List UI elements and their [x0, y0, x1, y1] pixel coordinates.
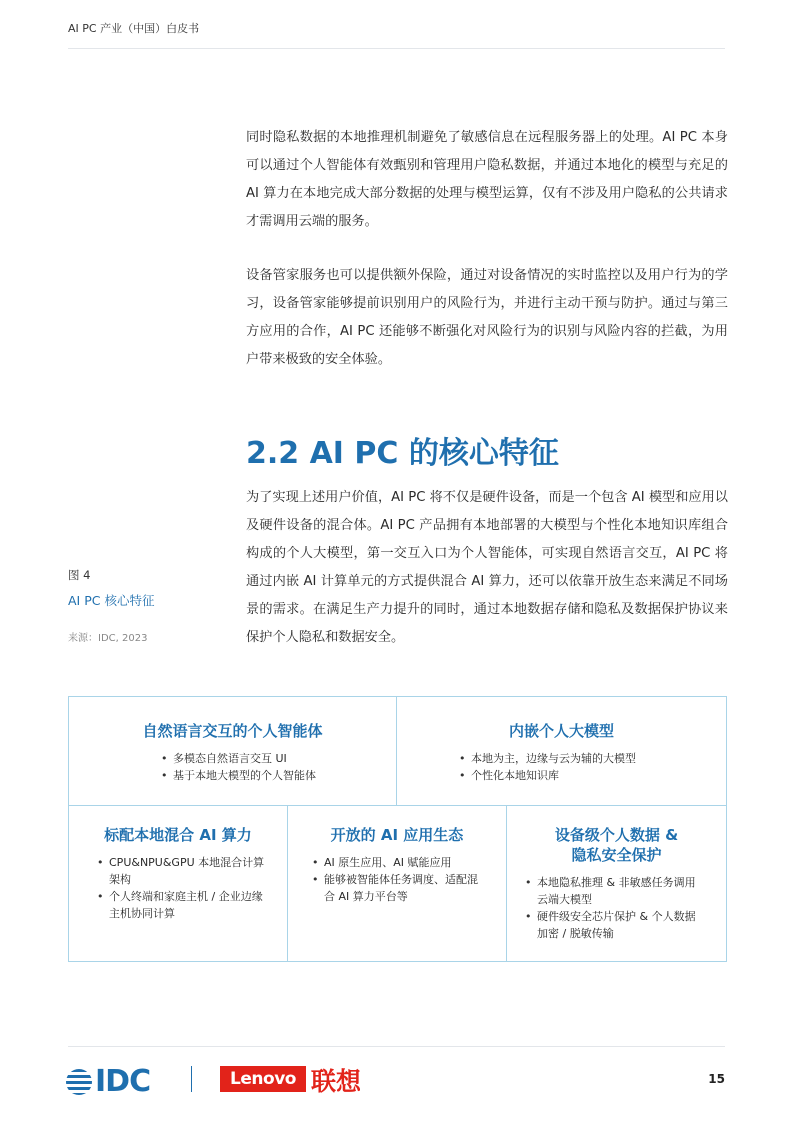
idc-logo: [66, 1064, 150, 1099]
figure-title: AI PC 核心特征: [68, 593, 155, 608]
feature-item: • 基于本地大模型的个人智能体: [159, 767, 396, 784]
feature-title-line-2: 隐私安全保护: [571, 846, 662, 864]
feature-list: [310, 854, 484, 905]
body-paragraph-3: 为了实现上述用户价值，AI PC 将不仅是硬件设备，而是一个包含 AI 模型和应用以及硬件设备的混合体。AI PC 产品拥有本地部署的大模型与个性化本地知识库组合构成的个人大模型，第一交互入口为个人智能体，可实现自然语言交互，AI PC 将通过内嵌 AI 计算单元的方式提供混合 AI 算力，还可以依靠开放生态来满足不同场景的需求。在满足生产力提升的同时，通过本地数据存储和隐私及数据保护协议来保护个人隐私和数据安全。: [246, 490, 728, 645]
feature-item: • 能够被智能体任务调度、适配混合 AI 算力平台等: [310, 871, 484, 905]
page-number: 15: [708, 1072, 725, 1086]
figure-label: 图 4: [68, 568, 91, 582]
feature-cell-privacy-protection: [507, 806, 726, 961]
feature-list: [523, 874, 704, 942]
feature-title: 自然语言交互的个人智能体: [142, 722, 323, 740]
feature-item: • 个人终端和家庭主机 / 企业边缘主机协同计算: [95, 888, 265, 922]
section-title: 2.2 AI PC 的核心特征: [246, 436, 559, 471]
footer-divider: [68, 1046, 725, 1047]
feature-item: • 本地隐私推理 & 非敏感任务调用云端大模型: [523, 874, 704, 908]
body-paragraph-1: 同时隐私数据的本地推理机制避免了敏感信息在远程服务器上的处理。AI PC 本身可以通过个人智能体有效甄别和管理用户隐私数据，并通过本地化的模型与充足的 AI 算力在本地完成大部分数据的处理与模型运算，仅有不涉及用户隐私的公共请求才需调用云端的服务。: [246, 130, 728, 229]
feature-item: • 个性化本地知识库: [457, 767, 726, 784]
feature-list: [457, 750, 726, 784]
feature-title: 标配本地混合 AI 算力: [104, 826, 252, 844]
header-title: AI PC 产业（中国）白皮书: [68, 22, 200, 35]
header-divider: [68, 48, 725, 49]
logo-separator: [191, 1066, 192, 1092]
feature-title: 内嵌个人大模型: [508, 722, 614, 740]
feature-title-line-1: 设备级个人数据 &: [554, 826, 679, 844]
feature-cell-hybrid-compute: [69, 806, 288, 961]
feature-title: [507, 825, 726, 865]
lenovo-logo: Lenovo: [220, 1066, 306, 1092]
body-paragraph-2: 设备管家服务也可以提供额外保险，通过对设备情况的实时监控以及用户行为的学习，设备管家能够提前识别用户的风险行为，并进行主动干预与防护。通过与第三方应用的合作，AI PC 还能够不断强化对风险行为的识别与风险内容的拦截，为用户带来极致的安全体验。: [246, 268, 728, 367]
feature-item: • AI 原生应用、AI 赋能应用: [310, 854, 484, 871]
feature-cell-personal-model: [397, 697, 726, 806]
feature-item: • 本地为主，边缘与云为辅的大模型: [457, 750, 726, 767]
figure-source: 来源：IDC, 2023: [68, 633, 148, 644]
feature-list: [159, 750, 396, 784]
idc-logo-text: IDC: [95, 1064, 151, 1099]
feature-diagram: [68, 696, 727, 962]
feature-item: • 多模态自然语言交互 UI: [159, 750, 396, 767]
idc-globe-icon: [66, 1069, 92, 1095]
feature-item: • 硬件级安全芯片保护 & 个人数据加密 / 脱敏传输: [523, 908, 704, 942]
feature-item: • CPU&NPU&GPU 本地混合计算架构: [95, 854, 265, 888]
lenovo-logo-cn: 联想: [311, 1067, 362, 1096]
feature-title: 开放的 AI 应用生态: [330, 826, 464, 844]
feature-list: [95, 854, 265, 922]
feature-cell-app-ecosystem: [288, 806, 507, 961]
feature-cell-personal-agent: [69, 697, 397, 806]
